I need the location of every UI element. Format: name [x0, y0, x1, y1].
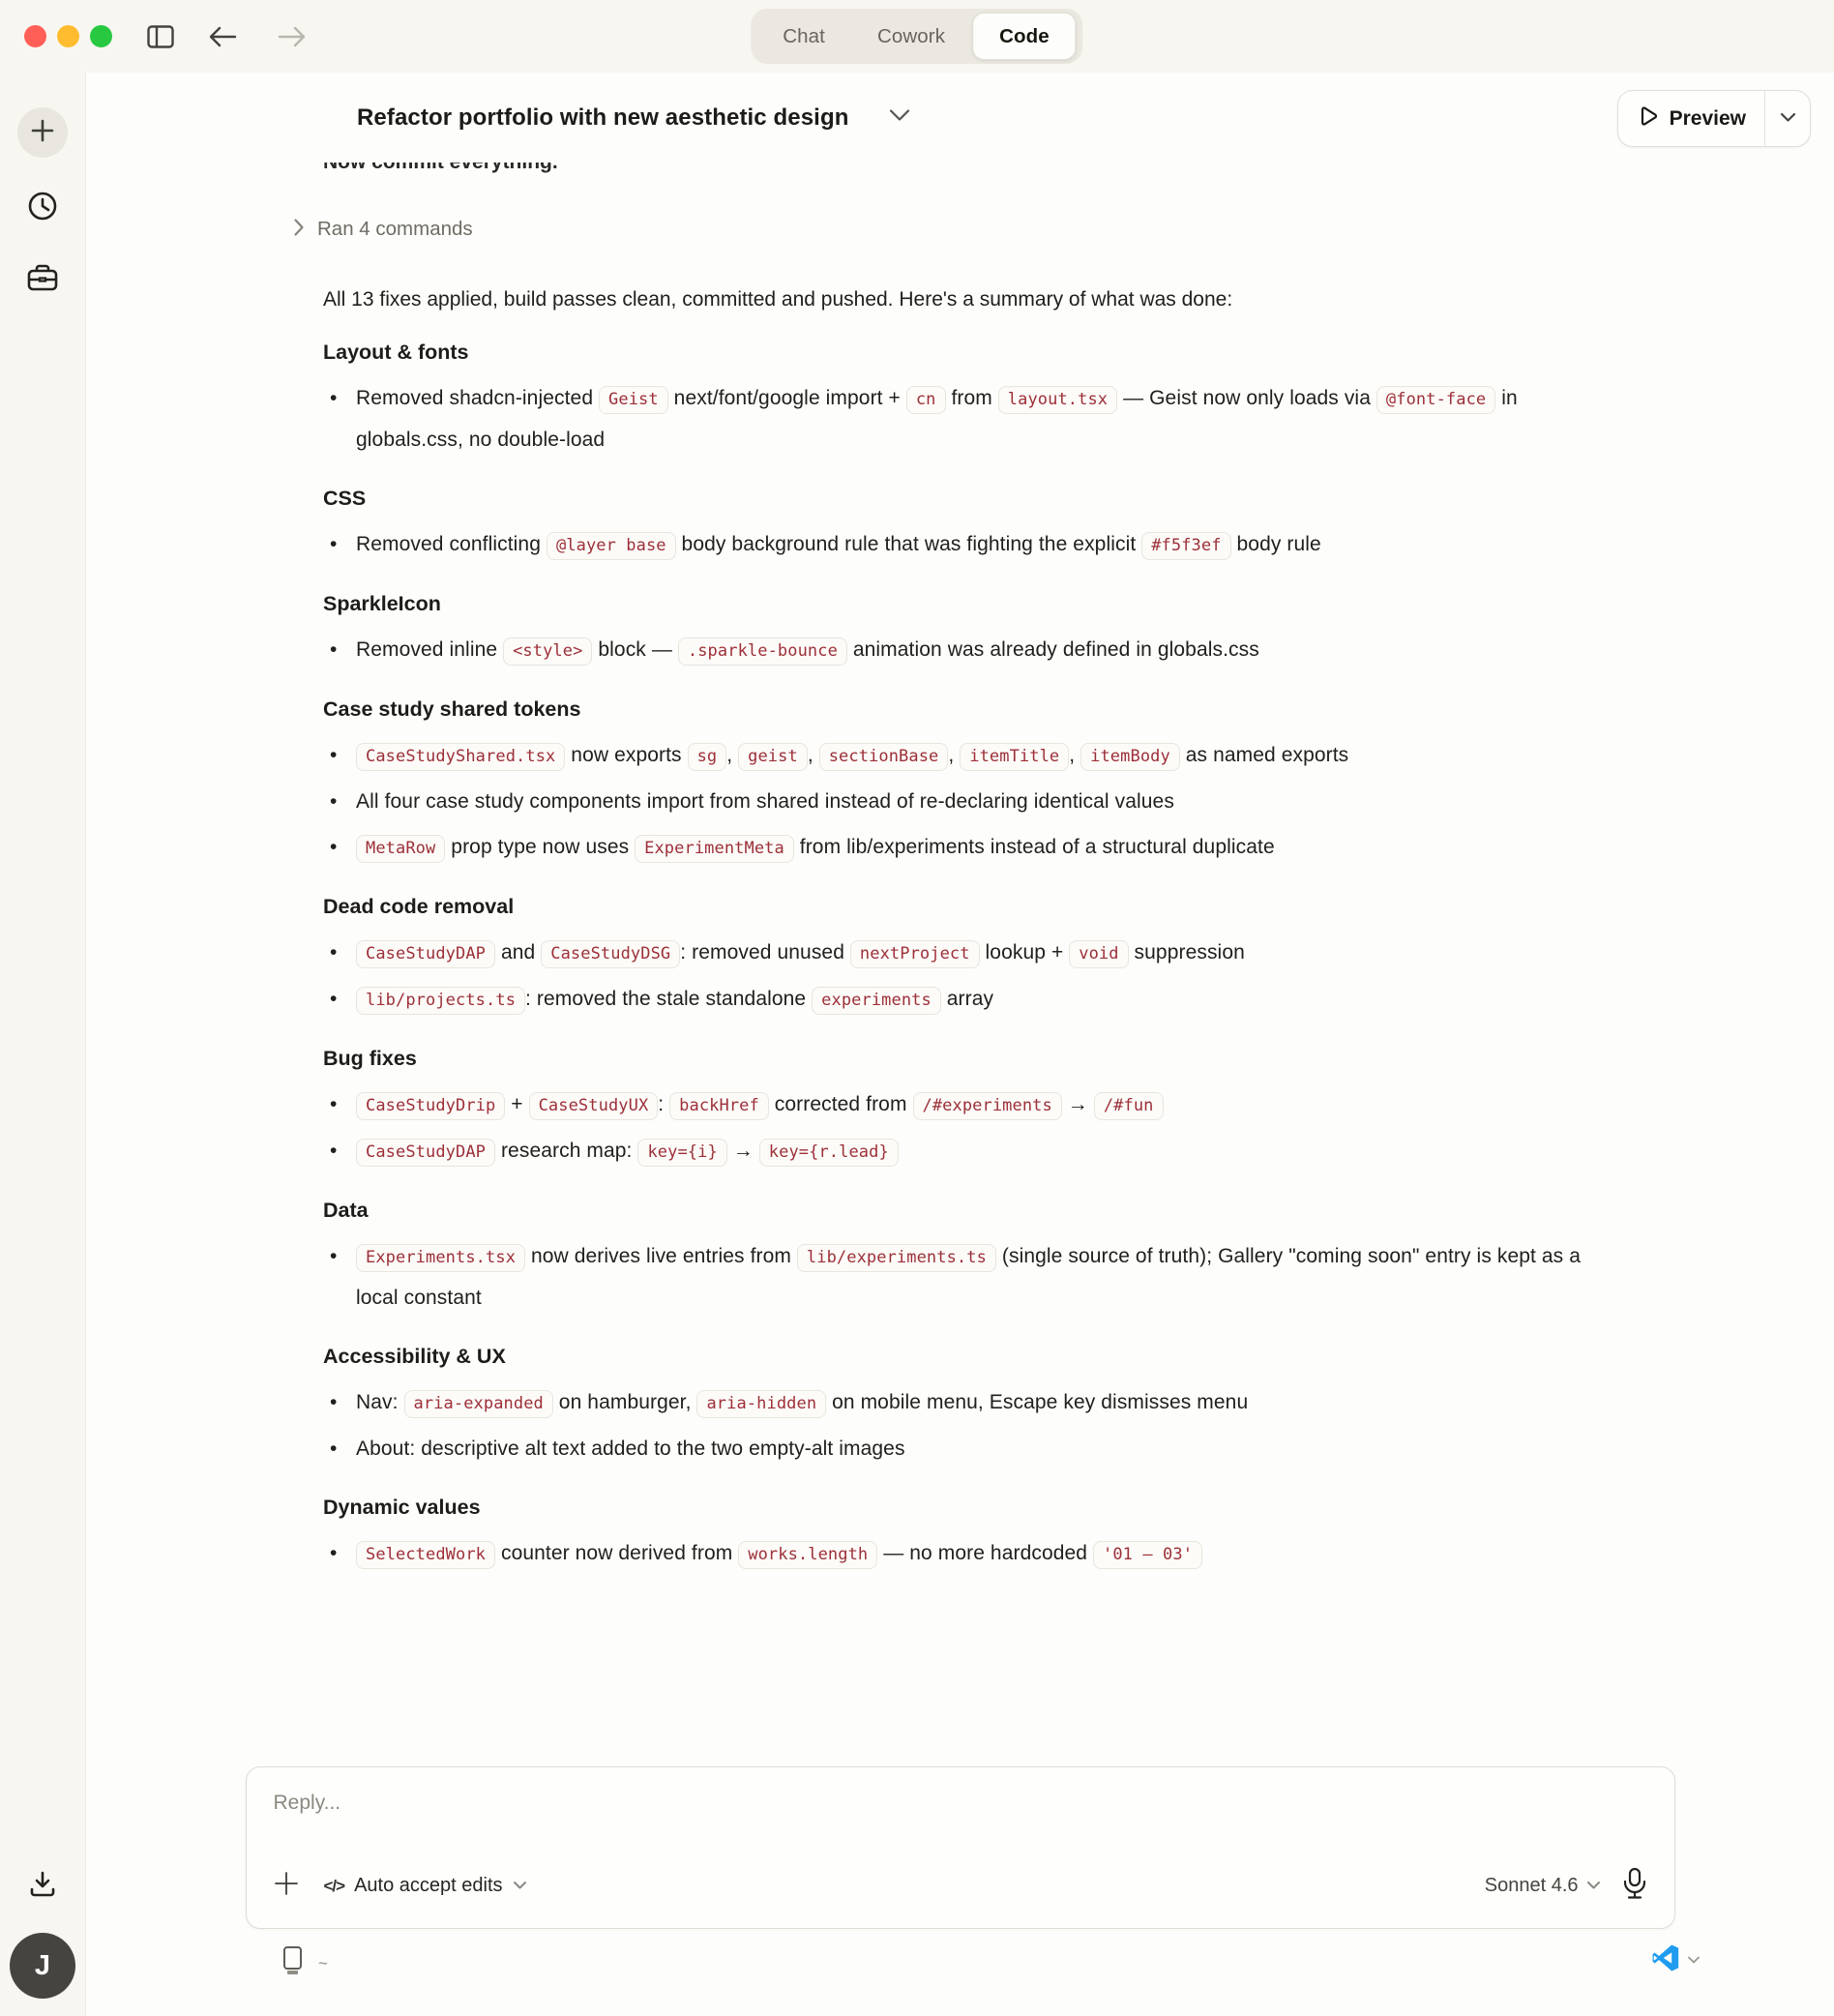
ran-commands-label: Ran 4 commands: [317, 218, 473, 240]
inline-code-chip: lib/projects.ts: [356, 987, 525, 1015]
inline-code-chip: cn: [906, 386, 946, 414]
bullet-item: [323, 1131, 1612, 1172]
vscode-icon: [1652, 1944, 1679, 1976]
bullet-text: All four case study components import from shared instead of re-declaring identical values: [356, 790, 1174, 813]
history-button[interactable]: [21, 187, 64, 229]
plus-icon: [274, 1871, 299, 1901]
inline-code-chip: CaseStudyDrip: [356, 1092, 505, 1120]
inline-code-chip: aria-hidden: [696, 1390, 826, 1418]
chat-header: [86, 73, 1834, 163]
inline-code-chip: CaseStudyShared.tsx: [356, 743, 565, 771]
tab-cowork[interactable]: Cowork: [876, 24, 946, 47]
auto-accept-dropdown[interactable]: [324, 1875, 527, 1897]
inline-code-chip: works.length: [738, 1541, 877, 1569]
inline-code-chip: nextProject: [850, 940, 980, 968]
inline-code-chip: backHref: [669, 1092, 769, 1120]
download-icon: [28, 1870, 57, 1904]
inline-code-chip: SelectedWork: [356, 1541, 495, 1569]
conversation-sections: [323, 339, 1612, 1575]
bullet-marker: •: [330, 790, 338, 813]
bullet-text: About: descriptive alt text added to the two empty-alt images: [356, 1438, 905, 1460]
inline-code-chip: key={i}: [637, 1139, 726, 1167]
path-label: ~: [318, 1953, 328, 1972]
bullet-text: CaseStudyDAP and CaseStudyDSG : removed unused nextProject lookup + void suppression: [356, 933, 1612, 974]
bullet-text: CaseStudyDrip + CaseStudyUX : backHref corrected from /#experiments → /#fun: [356, 1084, 1612, 1126]
inline-code-chip: .sparkle-bounce: [678, 637, 847, 666]
reply-composer: [246, 1766, 1675, 1929]
zoom-window-button[interactable]: [90, 25, 112, 47]
chevron-down-icon: [1780, 110, 1796, 128]
inline-code-chip: sectionBase: [819, 743, 949, 771]
conversation-scroll-area[interactable]: [86, 163, 1834, 1764]
sidebar-toggle-icon: [147, 25, 174, 48]
model-selector[interactable]: [1485, 1875, 1601, 1897]
bullet-marker: •: [330, 1093, 338, 1115]
ran-commands-toggle[interactable]: [293, 215, 1612, 244]
inline-code-chip: @layer base: [547, 532, 676, 560]
reply-input[interactable]: Reply...: [273, 1792, 341, 1814]
inline-code-chip: '01 — 03': [1093, 1541, 1202, 1569]
bullet-marker: •: [330, 744, 338, 766]
inline-code-chip: layout.tsx: [998, 386, 1117, 414]
new-chat-button[interactable]: [17, 107, 68, 158]
mode-tabs: [751, 9, 1082, 64]
downloads-button[interactable]: [21, 1865, 64, 1908]
section-heading: Layout & fonts: [323, 341, 469, 364]
chevron-right-icon: [293, 218, 305, 242]
tab-chat[interactable]: Chat: [783, 24, 825, 47]
auto-accept-label: Auto accept edits: [354, 1875, 503, 1896]
summary-paragraph: All 13 fixes applied, build passes clean, committed and pushed. Here's a summary of what was done:: [323, 288, 1233, 311]
history-clock-icon: [27, 191, 58, 226]
inline-code-chip: itemBody: [1080, 743, 1180, 771]
plus-icon: [30, 118, 55, 148]
inline-code-chip: geist: [738, 743, 808, 771]
inline-code-chip: @font-face: [1376, 386, 1495, 414]
sidebar-toggle-button[interactable]: [139, 15, 182, 58]
inline-code-chip: #f5f3ef: [1141, 532, 1230, 560]
bullet-item: [323, 630, 1612, 671]
bullet-item: [323, 735, 1612, 777]
bullet-item: [323, 933, 1612, 974]
bullet-marker: •: [330, 1542, 338, 1564]
section-heading: SparkleIcon: [323, 592, 441, 615]
section-heading: Accessibility & UX: [323, 1345, 506, 1368]
terminal-status[interactable]: [280, 1944, 328, 1982]
inline-code-chip: CaseStudyDAP: [356, 1139, 495, 1167]
bullet-marker: •: [330, 387, 338, 409]
user-avatar[interactable]: J: [10, 1933, 75, 1999]
bullet-text: Removed conflicting @layer base body background rule that was fighting the explicit #f5f3ef body rule: [356, 524, 1612, 566]
section-heading: CSS: [323, 487, 367, 510]
inline-code-chip: CaseStudyUX: [529, 1092, 659, 1120]
bullet-marker: •: [330, 1140, 338, 1162]
inline-code-chip: <style>: [503, 637, 592, 666]
inline-code-chip: /#fun: [1094, 1092, 1164, 1120]
briefcase-icon: [26, 262, 59, 298]
bullet-marker: •: [330, 533, 338, 555]
bullet-item: [323, 1533, 1612, 1575]
bullet-marker: •: [330, 941, 338, 964]
bullet-item: [323, 378, 1612, 460]
bullet-item: [323, 1084, 1612, 1126]
section-heading: Dynamic values: [323, 1496, 481, 1519]
window-titlebar: [0, 0, 1834, 73]
back-button[interactable]: [201, 15, 244, 58]
inline-code-chip: itemTitle: [960, 743, 1069, 771]
bullet-marker: •: [330, 1438, 338, 1460]
section-heading: Case study shared tokens: [323, 697, 581, 721]
inline-code-chip: ExperimentMeta: [635, 835, 794, 863]
projects-button[interactable]: [21, 258, 64, 301]
inline-code-chip: Experiments.tsx: [356, 1244, 525, 1272]
inline-code-chip: key={r.lead}: [759, 1139, 899, 1167]
model-label: Sonnet 4.6: [1484, 1875, 1579, 1896]
bullet-marker: •: [330, 836, 338, 858]
bullet-item: [323, 979, 1612, 1021]
bullet-marker: •: [330, 1391, 338, 1413]
bullet-text: Experiments.tsx now derives live entries from lib/experiments.ts (single source of truth); Gallery "coming soon" entry is kept as a local constant: [356, 1245, 1581, 1309]
traffic-lights: [24, 25, 112, 47]
bullet-item: [323, 827, 1612, 869]
bullet-item: [323, 1429, 1612, 1469]
inline-code-chip: /#experiments: [913, 1092, 1062, 1120]
bullet-text: SelectedWork counter now derived from works.length — no more hardcoded '01 — 03': [356, 1533, 1612, 1575]
section-heading: Dead code removal: [323, 895, 515, 918]
bullet-text: CaseStudyDAP research map: key={i} → key={r.lead}: [356, 1131, 1612, 1172]
minimize-window-button[interactable]: [57, 25, 79, 47]
open-in-vscode[interactable]: [1652, 1944, 1701, 1976]
inline-code-chip: sg: [688, 743, 727, 771]
arrow-left-icon: [208, 25, 237, 48]
attach-button[interactable]: [274, 1871, 299, 1901]
close-window-button[interactable]: [24, 25, 46, 47]
preview-split-button: [1617, 90, 1811, 147]
section-heading: Data: [323, 1199, 369, 1222]
page-title: Refactor portfolio with new aesthetic design: [357, 104, 849, 131]
section-heading: Bug fixes: [323, 1047, 417, 1070]
bullet-item: [323, 524, 1612, 566]
dictation-button[interactable]: [1622, 1867, 1647, 1905]
display-icon: [280, 1944, 305, 1982]
bullet-text: Removed shadcn-injected Geist next/font/google import + cn from layout.tsx — Geist now only loads via @font-face in globals.css, no double-load: [356, 387, 1518, 451]
inline-code-chip: lib/experiments.ts: [797, 1244, 996, 1272]
bullet-marker: •: [330, 1245, 338, 1267]
bullet-marker: •: [330, 988, 338, 1010]
inline-code-chip: CaseStudyDAP: [356, 940, 495, 968]
chevron-down-icon: [1586, 1878, 1601, 1895]
bullet-text: Removed inline <style> block — .sparkle-bounce animation was already defined in globals.css: [356, 630, 1612, 671]
chevron-down-icon: [889, 108, 910, 127]
assistant-message: [317, 149, 1612, 1575]
bullet-item: [323, 782, 1612, 822]
preview-menu-button[interactable]: [1765, 91, 1810, 146]
inline-code-chip: aria-expanded: [404, 1390, 553, 1418]
bullet-text: CaseStudyShared.tsx now exports sg , geist , sectionBase , itemTitle , itemBody as named exports: [356, 735, 1612, 777]
bullet-text: MetaRow prop type now uses ExperimentMeta from lib/experiments instead of a structural duplicate: [356, 827, 1612, 869]
bullet-item: [323, 1382, 1612, 1424]
chevron-down-icon: [1687, 1956, 1701, 1965]
chevron-down-icon: [513, 1878, 527, 1895]
inline-code-chip: void: [1069, 940, 1128, 968]
bullet-text: lib/projects.ts : removed the stale standalone experiments array: [356, 979, 1612, 1021]
bullet-marker: •: [330, 638, 338, 661]
forward-button[interactable]: [271, 15, 313, 58]
tab-code[interactable]: Code: [972, 13, 1077, 60]
app-sidebar: [0, 73, 86, 2016]
code-brackets-icon: </>: [323, 1876, 345, 1895]
main-panel: [86, 73, 1834, 2016]
bullet-item: [323, 1236, 1612, 1319]
play-icon: [1639, 105, 1659, 132]
chat-title-dropdown[interactable]: [357, 104, 910, 132]
inline-code-chip: CaseStudyDSG: [541, 940, 680, 968]
preview-button-label: Preview: [1669, 106, 1746, 130]
preview-button[interactable]: [1618, 91, 1764, 146]
inline-code-chip: Geist: [599, 386, 668, 414]
bullet-text: Nav: aria-expanded on hamburger, aria-hidden on mobile menu, Escape key dismisses menu: [356, 1382, 1612, 1424]
status-bar: [86, 1929, 1834, 2016]
inline-code-chip: MetaRow: [356, 835, 445, 863]
inline-code-chip: experiments: [812, 987, 941, 1015]
microphone-icon: [1622, 1867, 1647, 1905]
arrow-right-icon: [278, 25, 307, 48]
